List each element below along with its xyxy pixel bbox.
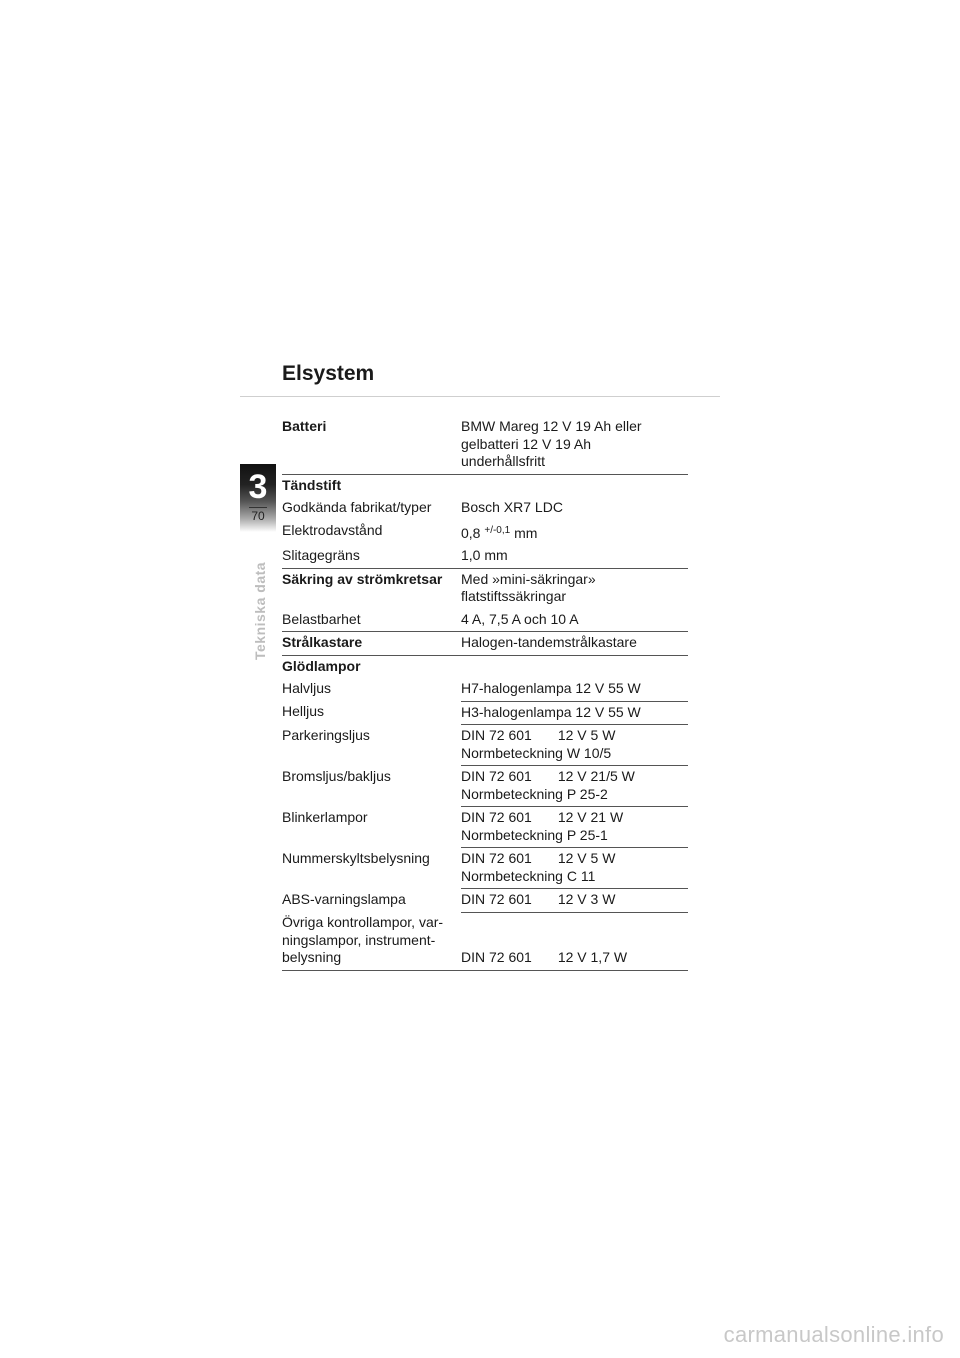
row-label: Elektrodavstånd xyxy=(282,521,383,538)
value-line: underhållsfritt xyxy=(461,453,546,469)
row-value: H7-halogenlampa 12 V 55 W xyxy=(461,678,688,701)
row-value xyxy=(461,520,688,546)
table-row xyxy=(282,766,688,807)
chapter-tab xyxy=(240,464,276,532)
row-label: Säkring av strömkretsar xyxy=(282,570,443,587)
row-value xyxy=(461,725,688,766)
table-row xyxy=(282,889,688,913)
value-tolerance: +/-0,1 xyxy=(484,524,511,536)
spec-table xyxy=(282,416,688,971)
row-label: Slitagegräns xyxy=(282,545,461,568)
table-row xyxy=(282,545,688,568)
table-row xyxy=(282,474,688,497)
value-line: Med »mini-säkringar» xyxy=(461,570,596,587)
lamp-spec: 12 V 5 W xyxy=(557,727,616,743)
norm-designation: Normbeteckning C 11 xyxy=(461,867,596,884)
table-row xyxy=(282,701,688,725)
row-label: Nummerskyltsbelysning xyxy=(282,849,430,866)
row-label: Bromsljus/bakljus xyxy=(282,767,391,784)
row-value xyxy=(461,889,688,913)
row-value: Bosch XR7 LDC xyxy=(461,499,563,515)
watermark-text: carmanualsonline.info xyxy=(723,1322,944,1347)
din-standard: DIN 72 601 xyxy=(461,727,532,743)
chapter-number: 3 xyxy=(248,468,268,506)
row-value xyxy=(461,807,688,848)
page-number: 70 xyxy=(251,509,265,523)
row-label: Parkeringsljus xyxy=(282,726,370,743)
row-value xyxy=(461,848,688,889)
value-main: 0,8 xyxy=(461,524,481,541)
table-row xyxy=(282,568,688,609)
row-value xyxy=(461,416,688,474)
value-line: flatstiftssäkringar xyxy=(461,588,567,604)
din-standard: DIN 72 601 xyxy=(461,850,532,866)
chapter-divider xyxy=(249,507,267,508)
row-label: Belastbarhet xyxy=(282,609,461,632)
row-label: Tändstift xyxy=(282,476,342,493)
table-row xyxy=(282,655,688,678)
table-row xyxy=(282,497,688,520)
label-line: ningslampor, instrument- xyxy=(282,931,436,948)
table-row xyxy=(282,807,688,848)
table-row xyxy=(282,848,688,889)
norm-designation: Normbeteckning P 25-1 xyxy=(461,826,608,843)
row-value xyxy=(461,568,688,609)
lamp-spec: 12 V 3 W xyxy=(557,891,616,907)
lamp-spec: 12 V 5 W xyxy=(557,850,616,866)
norm-designation: Normbeteckning P 25-2 xyxy=(461,785,608,802)
row-label: Halvljus xyxy=(282,680,332,696)
page-title: Elsystem xyxy=(282,362,375,385)
din-standard: DIN 72 601 xyxy=(461,949,532,965)
label-line: belysning xyxy=(282,949,342,965)
row-label: Blinkerlampor xyxy=(282,808,368,825)
din-standard: DIN 72 601 xyxy=(461,891,532,907)
table-row xyxy=(282,678,688,701)
value-line: gelbatteri 12 V 19 Ah xyxy=(461,435,591,452)
din-standard: DIN 72 601 xyxy=(461,768,532,784)
title-divider xyxy=(240,396,720,397)
row-value: Halogen-tandemstrålkastare xyxy=(461,632,688,656)
lamp-spec: 12 V 21/5 W xyxy=(557,768,635,784)
row-label: Glödlampor xyxy=(282,657,361,674)
table-row xyxy=(282,725,688,766)
lamp-spec: 12 V 21 W xyxy=(557,809,624,825)
din-standard: DIN 72 601 xyxy=(461,809,532,825)
table-row xyxy=(282,632,688,656)
table-row xyxy=(282,609,688,632)
value-line: BMW Mareg 12 V 19 Ah eller xyxy=(461,418,642,434)
row-value: 4 A, 7,5 A och 10 A xyxy=(461,609,688,632)
table-row xyxy=(282,520,688,546)
row-label: ABS-varningslampa xyxy=(282,890,406,907)
table-row xyxy=(282,912,688,970)
norm-designation: Normbeteckning W 10/5 xyxy=(461,744,612,761)
table-row xyxy=(282,416,688,474)
chapter-side-label: Tekniska data xyxy=(252,561,268,660)
label-line: Övriga kontrollampor, var- xyxy=(282,914,444,930)
row-label xyxy=(282,912,461,970)
row-label: Godkända fabrikat/typer xyxy=(282,499,432,515)
row-value xyxy=(461,766,688,807)
row-label: Strålkastare xyxy=(282,632,461,656)
lamp-spec: 12 V 1,7 W xyxy=(557,949,628,965)
value-unit: mm xyxy=(514,524,538,541)
row-value: 1,0 mm xyxy=(461,545,688,568)
row-label: Helljus xyxy=(282,703,325,719)
row-value: H3-halogenlampa 12 V 55 W xyxy=(461,701,688,725)
row-value xyxy=(461,912,688,970)
row-label: Batteri xyxy=(282,416,461,474)
